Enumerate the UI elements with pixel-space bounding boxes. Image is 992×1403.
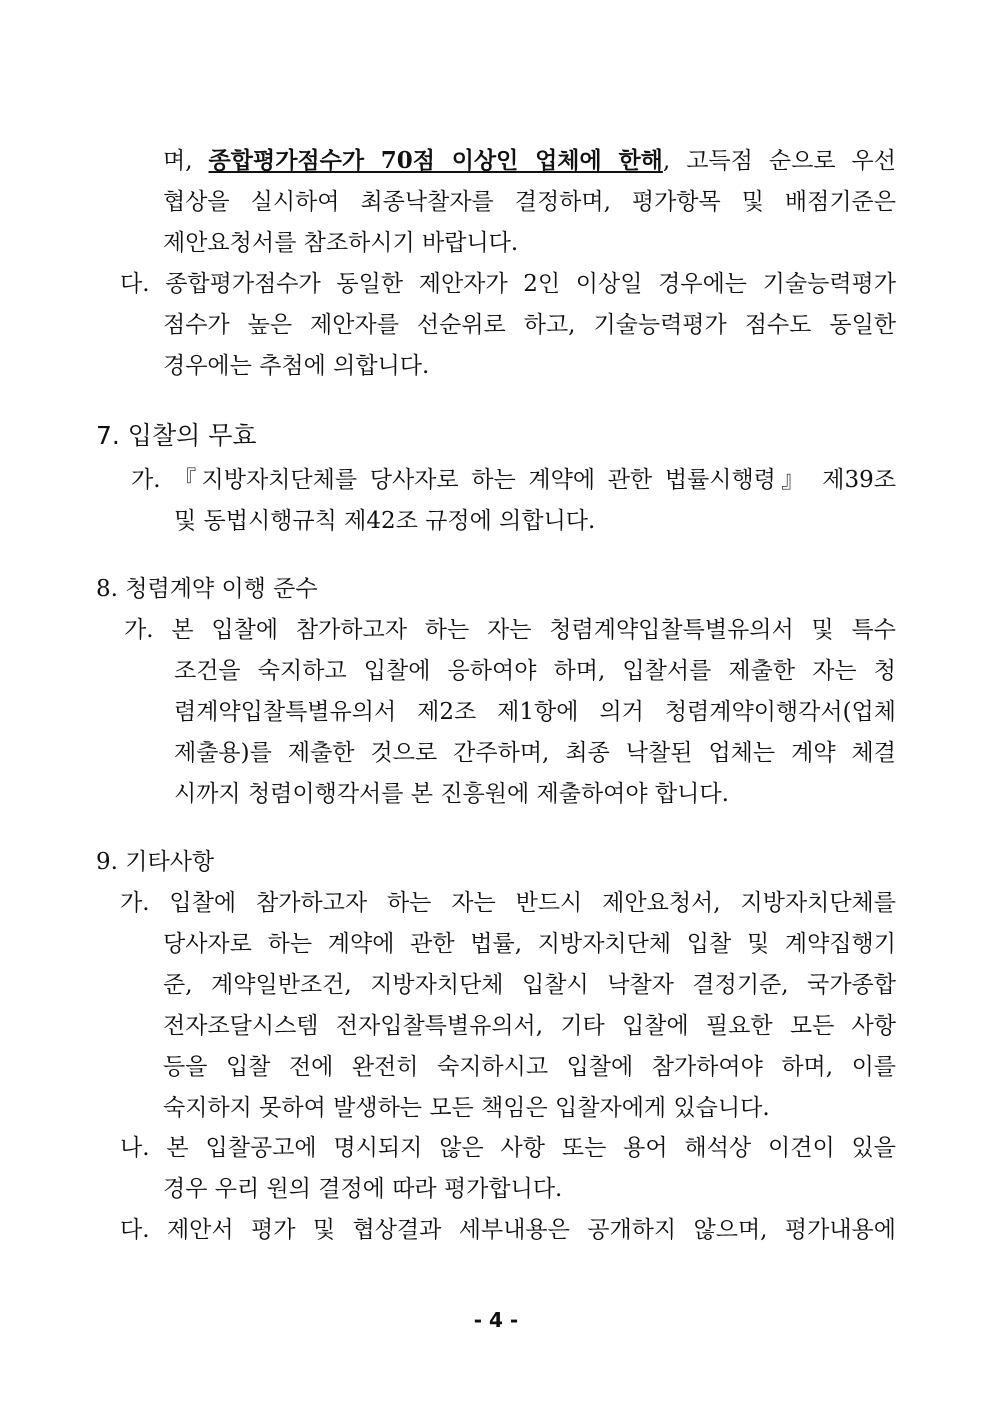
list-item-ga: 가. 『지방자치단체를 당사자로 하는 계약에 관한 법률시행령』 제39조 <box>131 467 896 493</box>
paragraph-line <box>163 146 896 176</box>
text-span: 며, <box>163 148 209 174</box>
paragraph-line: 경우 우리 원의 결정에 따라 평가합니다. <box>163 1176 563 1202</box>
paragraph-line: 조건을 숙지하고 입찰에 응하여야 하며, 입찰서를 제출한 자는 청 <box>174 658 896 684</box>
list-item-na: 나. 본 입찰공고에 명시되지 않은 사항 또는 용어 해석상 이견이 있을 <box>120 1135 896 1161</box>
section-heading-7: 7. 입찰의 무효 <box>96 421 257 450</box>
paragraph-line: 전자조달시스템 전자입찰특별유의서, 기타 입찰에 필요한 모든 사항 <box>163 1013 896 1039</box>
text-span: , 고득점 순으로 우선 <box>662 148 896 174</box>
paragraph-line: 점수가 높은 제안자를 선순위로 하고, 기술능력평가 점수도 동일한 <box>163 312 896 338</box>
list-item-da: 다. 제안서 평가 및 협상결과 세부내용은 공개하지 않으며, 평가내용에 <box>120 1217 896 1243</box>
paragraph-line: 제출용)를 제출한 것으로 간주하며, 최종 낙찰된 업체는 계약 체결 <box>174 740 896 766</box>
paragraph-line: 등을 입찰 전에 완전히 숙지하시고 입찰에 참가하여야 하며, 이를 <box>163 1054 896 1080</box>
paragraph-line: 제안요청서를 참조하시기 바랍니다. <box>163 230 519 256</box>
list-item-da: 다. 종합평가점수가 동일한 제안자가 2인 이상일 경우에는 기술능력평가 <box>120 271 896 297</box>
section-heading-8: 8. 청렴계약 이행 준수 <box>96 576 318 602</box>
emphasized-text: 종합평가점수가 70점 이상인 업체에 한해 <box>208 147 663 174</box>
page-number: - 4 - <box>473 1308 519 1332</box>
paragraph-line: 숙지하지 못하여 발생하는 모든 책임은 입찰자에게 있습니다. <box>163 1095 770 1121</box>
list-item-ga: 가. 본 입찰에 참가하고자 하는 자는 청렴계약입찰특별유의서 및 특수 <box>124 617 896 643</box>
paragraph-line: 및 동법시행규칙 제42조 규정에 의합니다. <box>174 508 596 534</box>
paragraph-line: 준, 계약일반조건, 지방자치단체 입찰시 낙찰자 결정기준, 국가종합 <box>163 972 896 998</box>
section-heading-9: 9. 기타사항 <box>96 849 215 875</box>
paragraph-line: 경우에는 추첨에 의합니다. <box>163 353 430 379</box>
paragraph-line: 당사자로 하는 계약에 관한 법률, 지방자치단체 입찰 및 계약집행기 <box>163 931 896 957</box>
list-item-ga: 가. 입찰에 참가하고자 하는 자는 반드시 제안요청서, 지방자치단체를 <box>120 890 896 916</box>
paragraph-line: 렴계약입찰특별유의서 제2조 제1항에 의거 청렴계약이행각서(업체 <box>174 699 896 725</box>
paragraph-line: 협상을 실시하여 최종낙찰자를 결정하며, 평가항목 및 배점기준은 <box>163 189 896 215</box>
paragraph-line: 시까지 청렴이행각서를 본 진흥원에 제출하여야 합니다. <box>174 781 729 807</box>
